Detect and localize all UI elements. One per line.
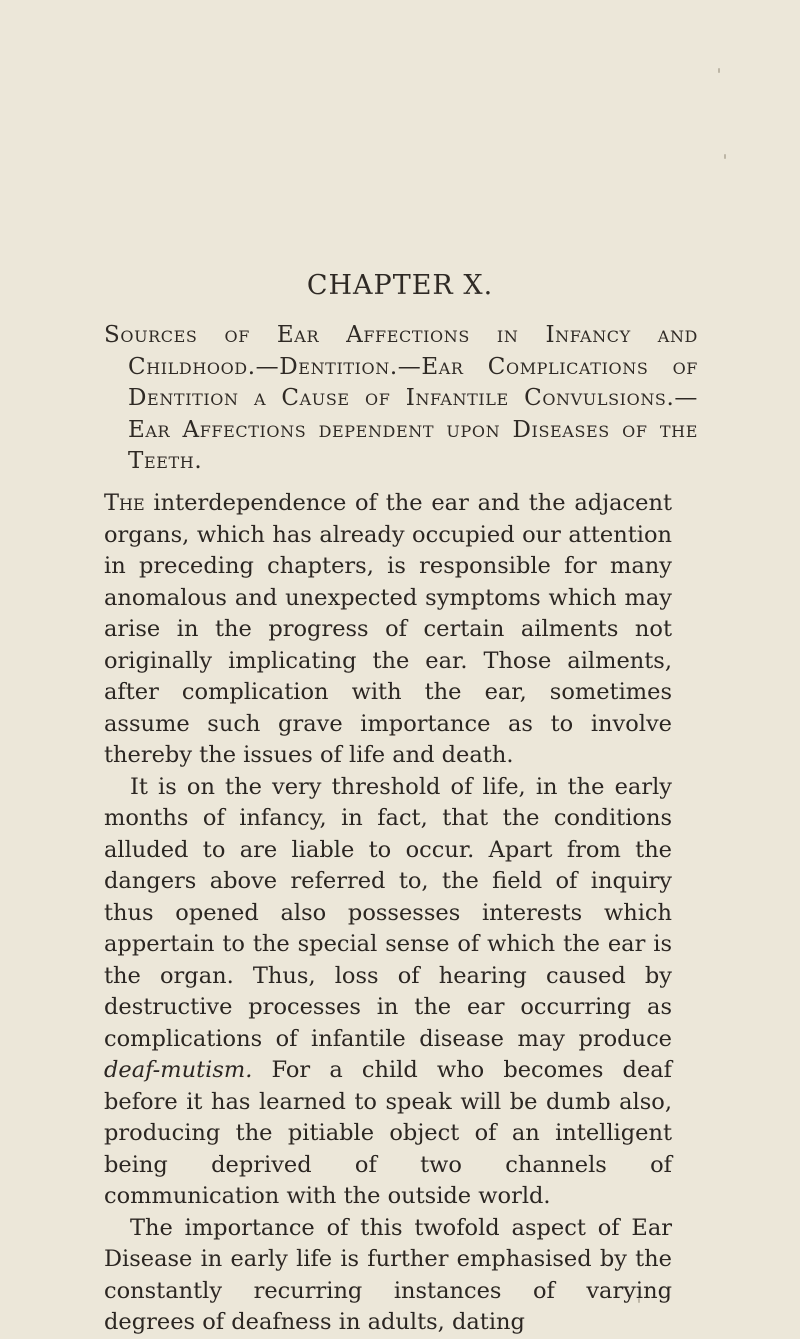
- paragraph-3: [104, 1213, 672, 1339]
- paragraph-2: [104, 772, 672, 1213]
- paragraph-1: [104, 488, 672, 772]
- paragraph-2-italic-term: deaf-mutism.: [104, 1057, 253, 1083]
- paragraph-1-lead: The: [104, 490, 145, 516]
- paper-speck: [724, 154, 726, 159]
- paragraph-2-text-a: It is on the very threshold of life, in the early months of infancy, in fact, that the conditions alluded to are liable to occur. Apart from the dangers above referred to, the field of inquiry thus opened also possesses interests which appertain to the special sense of which the ear is the organ. Thus, loss of hearing caused by destructive processes in the ear occurring as complications of infantile disease may produce: [104, 773, 672, 1052]
- chapter-title: CHAPTER X.: [306, 270, 494, 301]
- paper-speck: [718, 68, 720, 73]
- paragraph-2-text-b: For a child who becomes deaf before it has learned to speak will be dumb also, producing the pitiable object of an intelligent being deprived of two channels of communication with the outside world.: [104, 1057, 672, 1209]
- body-text: [104, 488, 672, 1339]
- paragraph-3-text: The importance of this twofold aspect of Ear Disease in early life is further emphasised by the constantly recurring instances of varying degrees of deafness in adults, dating: [104, 1214, 672, 1335]
- paragraph-1-text: interdependence of the ear and the adjacent organs, which has already occupied our attention in preceding chapters, is responsible for many anomalous and unexpected symptoms which may arise in the progress of certain ailments not originally implicating the ear. Those ailments, after complication with the ear, sometimes assume such grave importance as to involve thereby the issues of life and death.: [104, 490, 672, 768]
- chapter-summary: Sources of Ear Affections in Infancy and Childhood.—Dentition.—Ear Complications of Dentition a Cause of Infantile Convulsions.—Ear Affections dependent upon Diseases of the Teeth.: [104, 322, 698, 474]
